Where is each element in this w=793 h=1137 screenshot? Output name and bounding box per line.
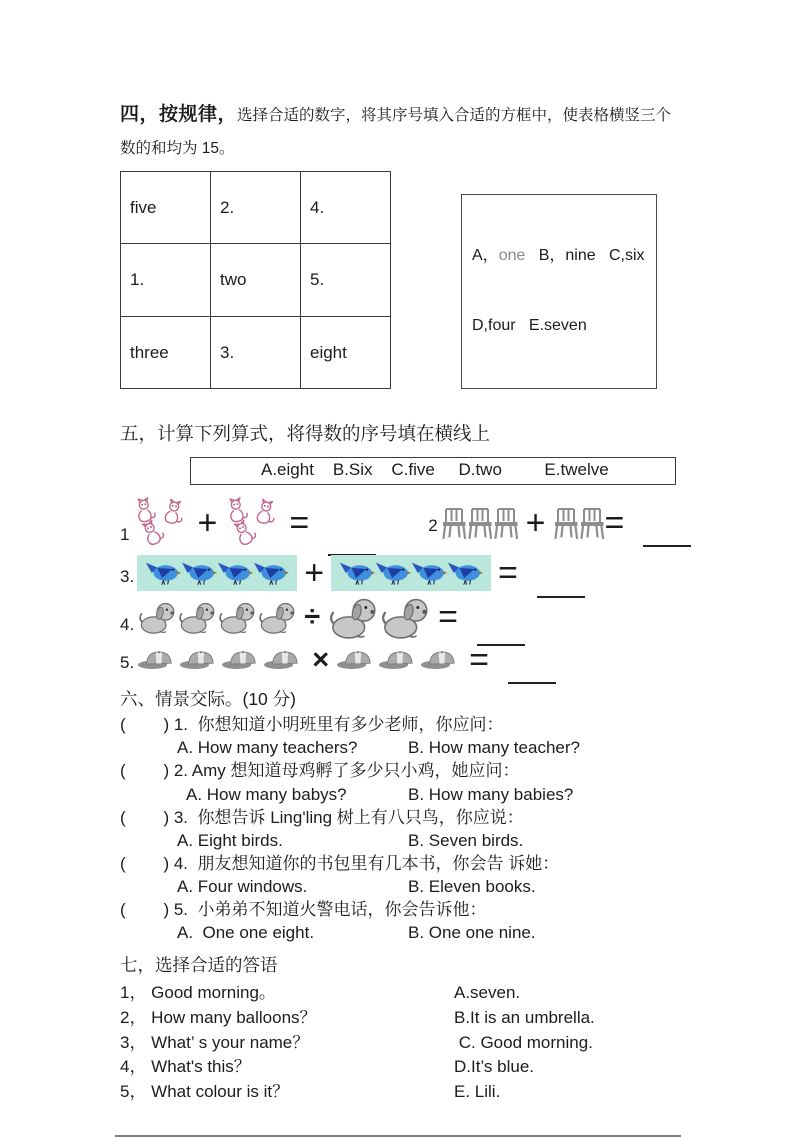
equation-4	[120, 595, 525, 639]
chair-icon	[493, 507, 519, 539]
dog-picture-group-left	[137, 600, 297, 634]
chair-icon	[553, 507, 579, 539]
dog-icon	[379, 595, 431, 639]
equation-number: 4.	[120, 615, 135, 635]
bird-icon	[375, 560, 411, 586]
option-a-word: one	[498, 247, 526, 265]
cat-picture-group-left	[132, 497, 190, 549]
answer-bracket[interactable]: ( ) 2.	[120, 761, 192, 781]
section-four-title-line2: 数的和均为 15。	[120, 139, 235, 157]
section-four	[120, 103, 681, 389]
match-row-3	[120, 1031, 681, 1056]
bird-picture-group-right	[331, 555, 491, 591]
answer-blank[interactable]	[537, 596, 585, 598]
choice-b: B. Seven birds.	[408, 830, 524, 850]
dialog-question-3	[120, 806, 681, 852]
match-row-1	[120, 981, 681, 1006]
choice-a: A. Four windows.	[177, 877, 308, 897]
bird-icon	[181, 560, 217, 586]
match-answer: C. Good morning.	[454, 1032, 593, 1052]
bird-icon	[145, 560, 181, 586]
dialog-question-4	[120, 852, 681, 898]
chair-icon	[579, 507, 605, 539]
answer-bracket[interactable]: ( ) 5.	[120, 900, 198, 920]
match-answer: A.seven.	[454, 983, 521, 1003]
section-four-title	[120, 103, 681, 127]
equation-line-3	[120, 595, 681, 639]
choice-b: B. One one nine.	[408, 923, 536, 943]
equals-sign: =	[438, 598, 458, 637]
question-text: 朋友想知道你的书包里有几本书，你会告 诉她：	[197, 853, 560, 873]
section-six	[120, 686, 681, 944]
dog-icon	[177, 600, 217, 634]
grid-cell: five	[121, 171, 211, 244]
section-five	[120, 420, 681, 680]
equals-sign: =	[289, 504, 310, 543]
equation-number: 1	[120, 525, 130, 545]
answer-options-line2: D,four E.seven	[472, 316, 587, 334]
cap-icon	[420, 650, 462, 670]
table-row	[121, 316, 391, 389]
answer-bracket[interactable]: ( ) 1.	[120, 715, 198, 735]
grid-cell: three	[121, 316, 211, 389]
equation-5	[120, 641, 556, 680]
question-text: 小弟弟不知道火警电话，你会告诉他：	[197, 900, 487, 920]
match-question: 2， How many balloons？	[120, 1007, 317, 1027]
plus-operator-icon: +	[525, 504, 546, 543]
dog-icon	[217, 600, 257, 634]
chair-icon	[467, 507, 493, 539]
match-question: 5， What colour is it？	[120, 1081, 290, 1101]
options-b-c: B，nine C,six	[525, 247, 645, 265]
equation-number: 5.	[120, 653, 135, 673]
bird-icon	[339, 560, 375, 586]
equation-line-4	[120, 641, 681, 680]
equation-2	[428, 504, 691, 543]
equation-number: 3.	[120, 567, 135, 587]
answer-options-box	[461, 194, 657, 390]
cap-picture-group-left	[137, 650, 305, 670]
section-four-title-lead: 四，按规律，	[120, 104, 238, 125]
section-seven	[120, 952, 681, 1104]
dog-icon	[137, 600, 177, 634]
bird-icon	[217, 560, 253, 586]
dog-icon	[327, 595, 379, 639]
grid-cell-blank[interactable]: 2.	[211, 171, 301, 244]
choice-a: A. How many babys?	[186, 784, 347, 804]
footer-divider	[115, 1135, 681, 1137]
question-text: Amy 想知道母鸡孵了多少只小鸡，她应问：	[191, 761, 520, 781]
match-answer: D.It’s blue.	[454, 1057, 535, 1077]
table-row	[121, 171, 391, 244]
bird-icon	[253, 560, 289, 586]
section-four-title-rest: 选择合适的数字，将其序号填入合适的方框中，使表格横竖三个	[237, 107, 672, 124]
equals-sign: =	[498, 554, 518, 593]
equation-1	[120, 497, 376, 549]
answer-blank[interactable]	[643, 545, 691, 547]
answer-bracket[interactable]: ( ) 3.	[120, 807, 198, 827]
cap-icon	[179, 650, 221, 670]
answer-options-line1	[472, 244, 648, 267]
choice-a: A. One one eight.	[177, 923, 315, 943]
question-text: 你想知道小明班里有多少老师，你应问：	[197, 715, 504, 735]
equation-line-2	[120, 555, 681, 591]
answer-bracket[interactable]: ( ) 4.	[120, 853, 198, 873]
grid-cell: eight	[301, 316, 391, 389]
section-five-title: 五，计算下列算式，将得数的序号填在横线上	[120, 423, 491, 445]
cat-icon	[250, 497, 281, 528]
choice-a: A. Eight birds.	[177, 830, 283, 850]
match-answer: B.It is an umbrella.	[454, 1007, 595, 1027]
grid-cell-blank[interactable]: 4.	[301, 171, 391, 244]
equals-sign: =	[604, 504, 625, 543]
choice-a: A. How many teachers?	[177, 738, 358, 758]
match-answer: E. Lili.	[454, 1081, 501, 1101]
cap-icon	[221, 650, 263, 670]
equals-sign: =	[469, 641, 489, 680]
divide-operator-icon: ÷	[304, 600, 321, 633]
cap-picture-group-right	[336, 650, 462, 670]
dialog-question-2	[120, 759, 681, 805]
dialog-question-5	[120, 898, 681, 944]
number-grid-table	[120, 171, 391, 390]
question-text: 你想告诉 Ling'ling 树上有八只鸟，你应说：	[197, 807, 524, 827]
cat-picture-group-right	[224, 497, 282, 549]
equation-3	[120, 555, 585, 591]
chair-picture-group-left	[441, 507, 519, 539]
plus-operator-icon: +	[197, 504, 218, 543]
match-row-2	[120, 1006, 681, 1031]
grid-cell-blank[interactable]: 3.	[211, 316, 301, 389]
cat-icon	[159, 497, 190, 528]
match-question: 4， What's this？	[120, 1057, 251, 1077]
cap-icon	[378, 650, 420, 670]
multiply-operator-icon: ×	[312, 643, 330, 676]
choice-b: B. How many teacher?	[408, 738, 580, 758]
choice-b: B. Eleven books.	[408, 877, 536, 897]
bird-picture-group-left	[137, 555, 297, 591]
dog-picture-group-right	[327, 595, 431, 639]
table-row	[121, 244, 391, 317]
dialog-question-1	[120, 713, 681, 759]
grid-cell: two	[211, 244, 301, 317]
section-seven-title: 七，选择合适的答语	[120, 955, 278, 976]
choice-b: B. How many babies?	[408, 784, 574, 804]
cap-icon	[336, 650, 378, 670]
bird-icon	[447, 560, 483, 586]
match-row-5	[120, 1080, 681, 1105]
chair-icon	[441, 507, 467, 539]
dog-icon	[257, 600, 297, 634]
match-question: 3， What’ s your name？	[120, 1032, 310, 1052]
cap-icon	[263, 650, 305, 670]
cap-icon	[137, 650, 179, 670]
option-a-label: A，	[472, 247, 499, 265]
equation-line-1	[120, 497, 681, 549]
answer-choices-box: A.eight B.Six C.five D.two E.twelve	[190, 457, 676, 485]
equation-number: 2	[428, 516, 438, 536]
bird-icon	[411, 560, 447, 586]
grid-cell-blank[interactable]: 1.	[121, 244, 211, 317]
plus-operator-icon: +	[304, 554, 325, 593]
answer-blank[interactable]	[508, 682, 556, 684]
match-row-4	[120, 1055, 681, 1080]
grid-cell-blank[interactable]: 5.	[301, 244, 391, 317]
chair-picture-group-right	[553, 507, 605, 539]
match-question: 1， Good morning。	[120, 983, 276, 1003]
grid-and-answer-row	[120, 171, 681, 390]
section-six-title: 六、情景交际。(10 分)	[120, 689, 296, 710]
